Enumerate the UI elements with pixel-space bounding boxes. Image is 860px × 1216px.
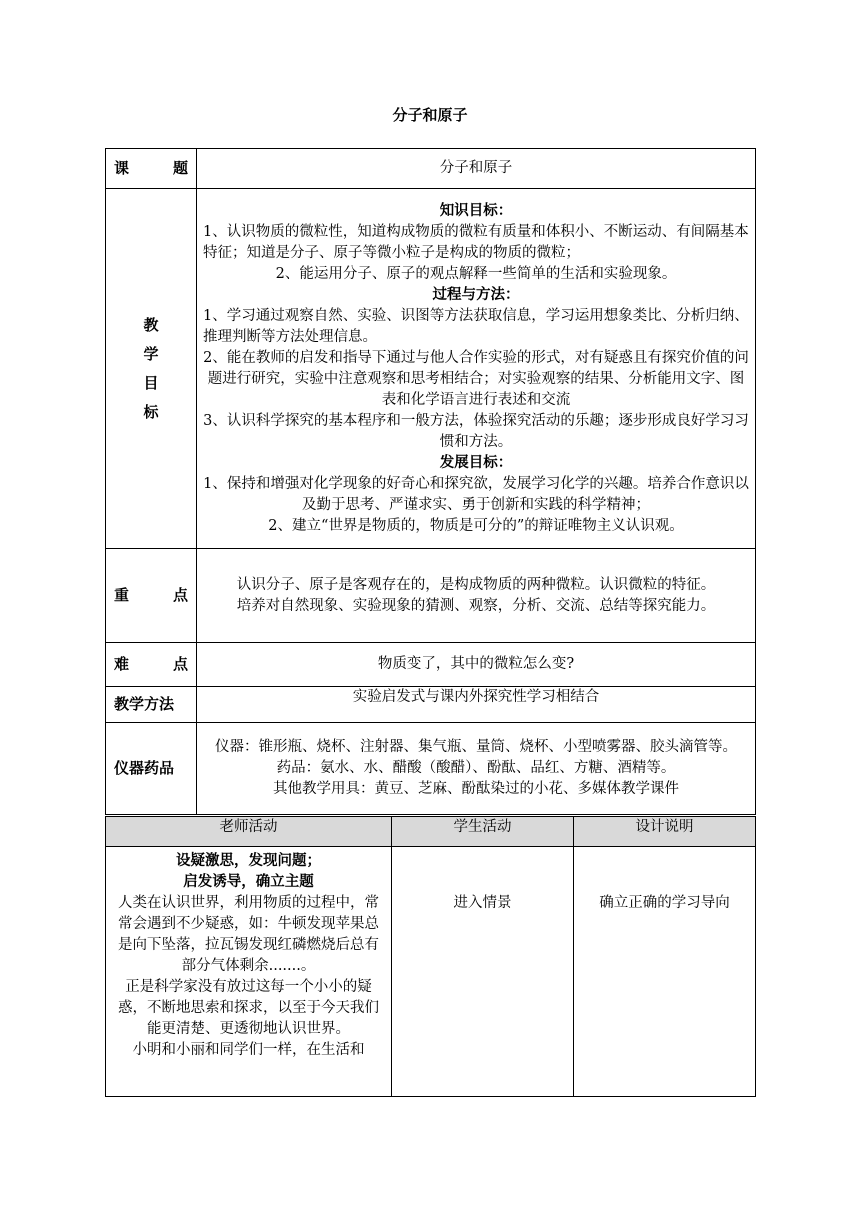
develop-item-2: 2、建立“世界是物质的，物质是可分的”的辩证唯物主义认识观。 — [268, 517, 684, 534]
lesson-info-table — [105, 148, 756, 815]
teacher-activity — [106, 847, 392, 1097]
method-label: 教学方法 — [106, 687, 197, 723]
goals-row — [106, 189, 756, 549]
method-row — [106, 687, 756, 723]
develop-heading: 发展目标： — [439, 454, 513, 471]
difficulty-row — [106, 643, 756, 687]
difficulty-value: 物质变了，其中的微粒怎么变? — [197, 643, 756, 687]
process-item-2: 2、能在教师的启发和指导下通过与他人合作实验的形式，对有疑惑且有探究价值的问题进行研究，实验中注意观察和思考相结合；对实验观察的结果、分析能用文字、图表和化学语言进行表述和交流 — [203, 349, 749, 408]
process-item-3: 3、认识科学探究的基本程序和一般方法，体验探究活动的乐趣；逐步形成良好学习习惯和方法。 — [203, 412, 749, 450]
teacher-heading-2: 启发诱导，确立主题 — [183, 874, 314, 890]
materials-row — [106, 723, 756, 815]
student-activity: 进入情景 — [392, 847, 574, 1097]
topic-row — [106, 149, 756, 189]
page-title: 分子和原子 — [392, 106, 468, 124]
materials-line-3: 其他教学用具：黄豆、芝麻、酚酞染过的小花、多媒体教学课件 — [273, 781, 679, 797]
key-row — [106, 549, 756, 643]
teacher-paragraph-3: 小明和小丽和同学们一样，在生活和 — [132, 1042, 365, 1058]
activity-table — [105, 816, 756, 1097]
topic-value: 分子和原子 — [197, 149, 756, 189]
goals-label: 教 学 目 标 — [106, 189, 197, 549]
materials-content — [197, 723, 756, 815]
key-line-2: 培养对自然现象、实验现象的猜测、观察，分析、交流、总结等探究能力。 — [236, 597, 716, 614]
goals-content — [197, 189, 756, 549]
teacher-paragraph-2: 正是科学家没有放过这每一个小小的疑惑，不断地思索和探求，以至于今天我们能更清楚、更透彻地认识世界。 — [118, 979, 379, 1037]
teacher-paragraph-1: 人类在认识世界，利用物质的过程中，常常会遇到不少疑惑，如：牛顿发现苹果总是向下坠落，拉瓦锡发现红磷燃烧后总有部分气体剩余.......。 — [118, 895, 379, 974]
key-label: 重 点 — [106, 549, 197, 643]
materials-line-1: 仪器：锥形瓶、烧杯、注射器、集气瓶、量筒、烧杯、小型喷雾器、胶头滴管等。 — [215, 739, 737, 755]
key-content — [197, 549, 756, 643]
activity-header-row — [106, 817, 756, 847]
activity-row — [106, 847, 756, 1097]
process-item-1: 1、学习通过观察自然、实验、识图等方法获取信息，学习运用想象类比、分析归纳、推理判断等方法处理信息。 — [203, 307, 749, 345]
header-teacher: 老师活动 — [106, 817, 392, 847]
knowledge-heading: 知识目标： — [439, 202, 513, 219]
develop-item-1: 1、保持和增强对化学现象的好奇心和探究欲，发展学习化学的兴趣。培养合作意识以及勤于思考、严谨求实、勇于创新和实践的科学精神； — [203, 475, 749, 513]
teacher-heading-1: 设疑激思，发现问题； — [176, 853, 321, 869]
header-design: 设计说明 — [574, 817, 756, 847]
method-value: 实验启发式与课内外探究性学习相结合 — [197, 687, 756, 723]
materials-label: 仪器药品 — [106, 723, 197, 815]
design-note: 确立正确的学习导向 — [574, 847, 756, 1097]
key-line-1: 认识分子、原子是客观存在的，是构成物质的两种微粒。认识微粒的特征。 — [236, 576, 716, 593]
materials-line-2: 药品：氨水、水、醋酸（酸醋）、酚酞、品红、方糖、酒精等。 — [276, 760, 676, 776]
knowledge-item-2: 2、能运用分子、原子的观点解释一些简单的生活和实验现象。 — [275, 265, 677, 282]
topic-label: 课 题 — [106, 149, 197, 189]
knowledge-item-1: 1、认识物质的微粒性，知道构成物质的微粒有质量和体积小、不断运动、有间隔基本特征；知道是分子、原子等微小粒子是构成的物质的微粒； — [203, 223, 749, 261]
process-heading: 过程与方法： — [432, 286, 520, 303]
difficulty-label: 难 点 — [106, 643, 197, 687]
header-student: 学生活动 — [392, 817, 574, 847]
